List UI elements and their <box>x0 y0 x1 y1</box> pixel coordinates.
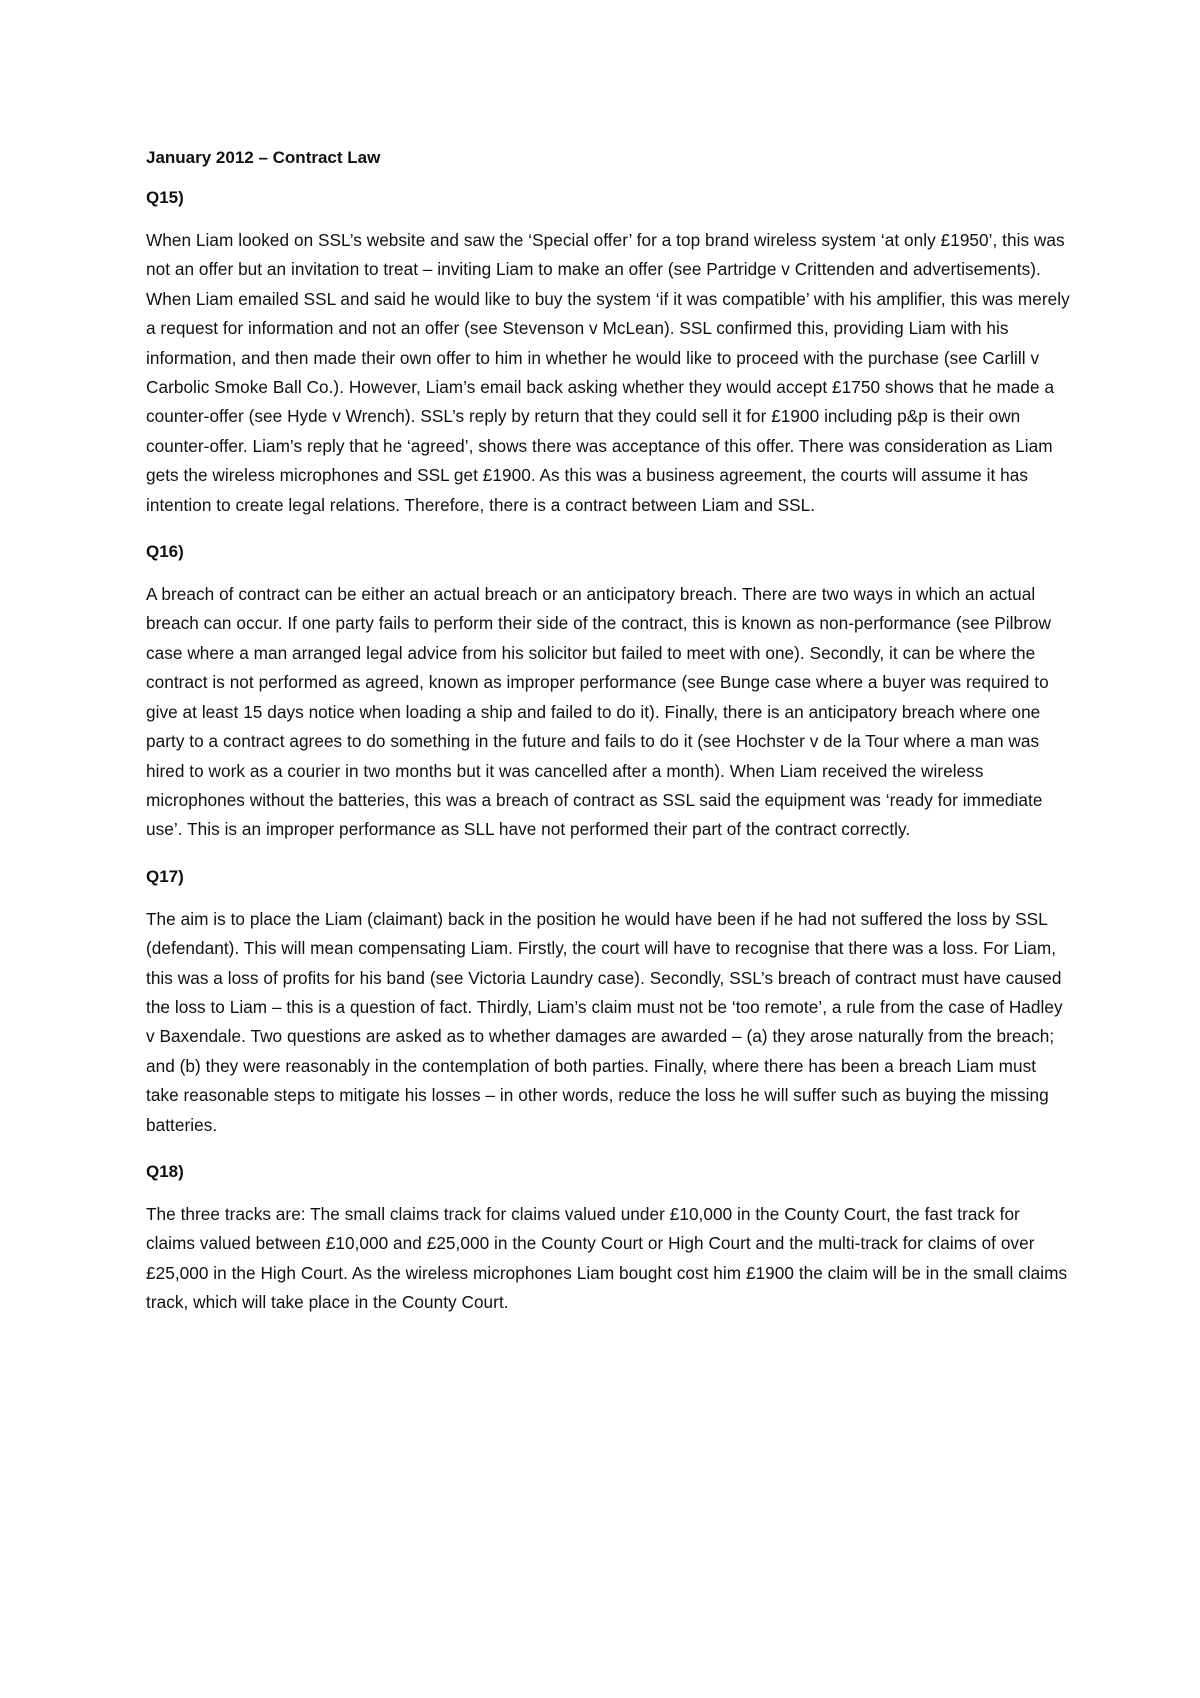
section-body-q16: A breach of contract can be either an actual breach or an anticipatory breach. There are two ways in which an actual breach can occur. If one party fails to perform their side of the contract, this is known as non-performance (see Pilbrow case where a man arranged legal advice from his solicitor but failed to meet with one). Secondly, it can be where the contract is not performed as agreed, known as improper performance (see Bunge case where a buyer was required to give at least 15 days notice when loading a ship and failed to do it). Finally, there is an anticipatory breach where one party to a contract agrees to do something in the future and fails to do it (see Hochster v de la Tour where a man was hired to work as a courier in two months but it was cancelled after a month). When Liam received the wireless microphones without the batteries, this was a breach of contract as SSL said the equipment was ‘ready for immediate use’. This is an improper performance as SLL have not performed their part of the contract correctly. <box>146 584 1052 840</box>
document-title: January 2012 – Contract Law <box>146 148 381 167</box>
section-heading-q16: Q16) <box>146 542 184 562</box>
section-body-q17: The aim is to place the Liam (claimant) back in the position he would have been if he had not suffered the loss by SSL (defendant). This will mean compensating Liam. Firstly, the court will have to recognise that there was a loss. For Liam, this was a loss of profits for his band (see Victoria Laundry case). Secondly, SSL’s breach of contract must have caused the loss to Liam – this is a question of fact. Thirdly, Liam’s claim must not be ‘too remote’, a rule from the case of Hadley v Baxendale. Two questions are asked as to whether damages are awarded – (a) they arose naturally from the breach; and (b) they were reasonably in the contemplation of both parties. Finally, where there has been a breach Liam must take reasonable steps to mitigate his losses – in other words, reduce the loss he will suffer such as buying the missing batteries. <box>146 908 1063 1135</box>
section-body-q15: When Liam looked on SSL’s website and saw the ‘Special offer’ for a top brand wireless system ‘at only £1950’, this was not an offer but an invitation to treat – inviting Liam to make an offer (see Partridge v Crittenden and advertisements). When Liam emailed SSL and said he would like to buy the system ‘if it was compatible’ with his amplifier, this was merely a request for information and not an offer (see Stevenson v McLean). SSL confirmed this, providing Liam with his information, and then made their own offer to him in whether he would like to proceed with the purchase (see Carlill v Carbolic Smoke Ball Co.). However, Liam’s email back asking whether they would accept £1750 shows that he made a counter-offer (see Hyde v Wrench). SSL’s reply by return that they could sell it for £1900 including p&p is their own counter-offer. Liam’s reply that he ‘agreed’, shows there was acceptance of this offer. There was consideration as Liam gets the wireless microphones and SSL get £1900. As this was a business agreement, the courts will assume it has intention to create legal relations. Therefore, there is a contract between Liam and SSL. <box>146 230 1070 515</box>
section-heading-q17: Q17) <box>146 866 184 886</box>
section-heading-q18: Q18) <box>146 1161 184 1181</box>
section-body-q18: The three tracks are: The small claims track for claims valued under £10,000 in the County Court, the fast track for claims valued between £10,000 and £25,000 in the County Court or High Court and the multi-track for claims of over £25,000 in the High Court. As the wireless microphones Liam bought cost him £1900 the claim will be in the small claims track, which will take place in the County Court. <box>146 1203 1068 1313</box>
section-heading-q15: Q15) <box>146 188 184 207</box>
